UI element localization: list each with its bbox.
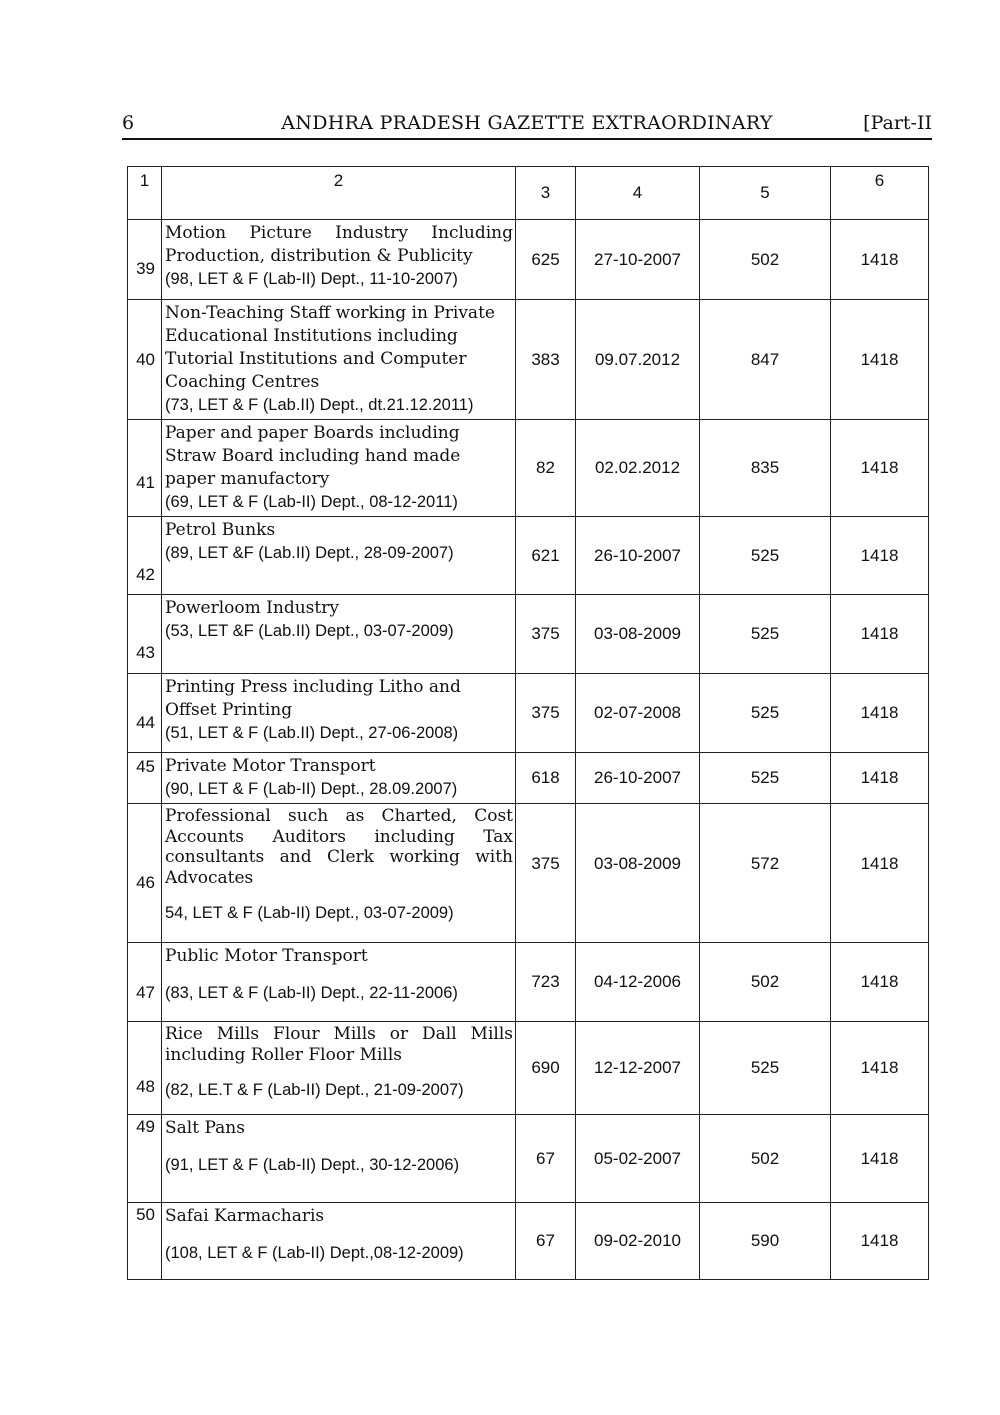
industry-description [162, 420, 516, 517]
cell-col5: 525 [700, 517, 831, 595]
serial-number: 46 [128, 804, 162, 943]
cell-col4: 04-12-2006 [576, 943, 700, 1022]
cell-col4: 26-10-2007 [576, 517, 700, 595]
notification-reference: (82, LE.T & F (Lab-II) Dept., 21-09-2007) [165, 1081, 464, 1099]
cell-col6: 1418 [831, 1115, 929, 1203]
cell-col3: 375 [516, 674, 576, 753]
notification-reference: (51, LET & F (Lab.II) Dept., 27-06-2008) [165, 724, 459, 742]
industry-name: Non-Teaching Staff working in Private Educational Institutions including Tutorial Institutions and Computer Coaching Centres [165, 303, 495, 392]
industry-description [162, 804, 516, 943]
column-header: 6 [831, 167, 929, 220]
notification-reference: (90, LET & F (Lab-II) Dept., 28.09.2007) [165, 780, 458, 798]
cell-col3: 375 [516, 804, 576, 943]
notification-reference: (69, LET & F (Lab-II) Dept., 08-12-2011) [165, 493, 458, 511]
cell-col4: 09.07.2012 [576, 300, 700, 420]
cell-col4: 03-08-2009 [576, 804, 700, 943]
table-row [128, 804, 929, 943]
cell-col5: 502 [700, 943, 831, 1022]
cell-col3: 618 [516, 753, 576, 804]
notification-reference: (83, LET & F (Lab-II) Dept., 22-11-2006) [165, 984, 458, 1002]
cell-col3: 383 [516, 300, 576, 420]
industry-name: Motion Picture Industry Including Production, distribution & Publicity [165, 223, 513, 266]
cell-col4: 27-10-2007 [576, 220, 700, 300]
cell-col6: 1418 [831, 1022, 929, 1115]
notification-reference: 54, LET & F (Lab-II) Dept., 03-07-2009) [165, 904, 454, 922]
cell-col6: 1418 [831, 804, 929, 943]
cell-col6: 1418 [831, 517, 929, 595]
cell-col3: 621 [516, 517, 576, 595]
cell-col5: 835 [700, 420, 831, 517]
industry-name: Salt Pans [165, 1118, 245, 1138]
industry-name: Safai Karmacharis [165, 1206, 325, 1226]
table-row [128, 1022, 929, 1115]
column-header: 2 [162, 167, 516, 220]
cell-col5: 502 [700, 220, 831, 300]
serial-number: 50 [128, 1203, 162, 1280]
cell-col3: 690 [516, 1022, 576, 1115]
cell-col3: 723 [516, 943, 576, 1022]
serial-number: 47 [128, 943, 162, 1022]
industry-description [162, 943, 516, 1022]
cell-col6: 1418 [831, 674, 929, 753]
table-row [128, 674, 929, 753]
page-header [122, 110, 932, 140]
industry-description [162, 300, 516, 420]
cell-col5: 590 [700, 1203, 831, 1280]
notification-reference: (98, LET & F (Lab-II) Dept., 11-10-2007) [165, 270, 458, 288]
industry-name: Petrol Bunks [165, 520, 276, 540]
serial-number: 48 [128, 1022, 162, 1115]
cell-col6: 1418 [831, 420, 929, 517]
gazette-title: ANDHRA PRADESH GAZETTE EXTRAORDINARY [281, 112, 773, 134]
industry-name: Public Motor Transport [165, 946, 368, 966]
industry-description [162, 674, 516, 753]
industry-name: Private Motor Transport [165, 756, 376, 776]
table-row [128, 420, 929, 517]
part-label: [Part-II [863, 112, 932, 134]
industry-description [162, 1022, 516, 1115]
serial-number: 49 [128, 1115, 162, 1203]
industry-description [162, 517, 516, 595]
cell-col6: 1418 [831, 220, 929, 300]
industry-name: Powerloom Industry [165, 598, 339, 618]
serial-number: 42 [128, 517, 162, 595]
cell-col5: 525 [700, 1022, 831, 1115]
column-header: 5 [700, 167, 831, 220]
notification-reference: (73, LET & F (Lab.II) Dept., dt.21.12.2011) [165, 396, 474, 414]
serial-number: 41 [128, 420, 162, 517]
cell-col5: 847 [700, 300, 831, 420]
column-header: 3 [516, 167, 576, 220]
notification-reference: (108, LET & F (Lab-II) Dept.,08-12-2009) [165, 1244, 464, 1262]
serial-number: 43 [128, 595, 162, 674]
industry-name: Paper and paper Boards including Straw Board including hand made paper manufactory [165, 423, 461, 489]
industry-description [162, 753, 516, 804]
cell-col4: 12-12-2007 [576, 1022, 700, 1115]
cell-col4: 02-07-2008 [576, 674, 700, 753]
cell-col6: 1418 [831, 595, 929, 674]
notification-reference: (91, LET & F (Lab-II) Dept., 30-12-2006) [165, 1156, 460, 1174]
industry-description [162, 1203, 516, 1280]
notification-reference: (53, LET &F (Lab.II) Dept., 03-07-2009) [165, 622, 454, 640]
column-header: 1 [128, 167, 162, 220]
serial-number: 39 [128, 220, 162, 300]
table-row [128, 1115, 929, 1203]
cell-col5: 525 [700, 674, 831, 753]
cell-col3: 375 [516, 595, 576, 674]
cell-col4: 02.02.2012 [576, 420, 700, 517]
cell-col3: 67 [516, 1115, 576, 1203]
table-row [128, 1203, 929, 1280]
serial-number: 40 [128, 300, 162, 420]
industry-description [162, 1115, 516, 1203]
table-row [128, 943, 929, 1022]
notification-reference: (89, LET &F (Lab.II) Dept., 28-09-2007) [165, 544, 454, 562]
column-header: 4 [576, 167, 700, 220]
table-row [128, 300, 929, 420]
page-number: 6 [122, 112, 135, 134]
industry-name: Professional such as Charted, Cost Accounts Auditors including Tax consultants and Clerk working with Advocates [165, 806, 513, 888]
cell-col6: 1418 [831, 300, 929, 420]
cell-col6: 1418 [831, 1203, 929, 1280]
industry-name: Printing Press including Litho and Offset Printing [165, 677, 461, 720]
serial-number: 44 [128, 674, 162, 753]
gazette-table [127, 166, 929, 1280]
cell-col6: 1418 [831, 943, 929, 1022]
table-row [128, 753, 929, 804]
cell-col5: 502 [700, 1115, 831, 1203]
serial-number: 45 [128, 753, 162, 804]
cell-col4: 26-10-2007 [576, 753, 700, 804]
cell-col3: 82 [516, 420, 576, 517]
table-row [128, 595, 929, 674]
cell-col3: 625 [516, 220, 576, 300]
industry-description [162, 595, 516, 674]
table-row [128, 220, 929, 300]
cell-col3: 67 [516, 1203, 576, 1280]
table-header-row [128, 167, 929, 220]
cell-col4: 03-08-2009 [576, 595, 700, 674]
industry-name: Rice Mills Flour Mills or Dall Mills including Roller Floor Mills [165, 1024, 513, 1065]
industry-description [162, 220, 516, 300]
cell-col5: 572 [700, 804, 831, 943]
cell-col5: 525 [700, 753, 831, 804]
cell-col5: 525 [700, 595, 831, 674]
cell-col4: 09-02-2010 [576, 1203, 700, 1280]
cell-col6: 1418 [831, 753, 929, 804]
cell-col4: 05-02-2007 [576, 1115, 700, 1203]
table-row [128, 517, 929, 595]
